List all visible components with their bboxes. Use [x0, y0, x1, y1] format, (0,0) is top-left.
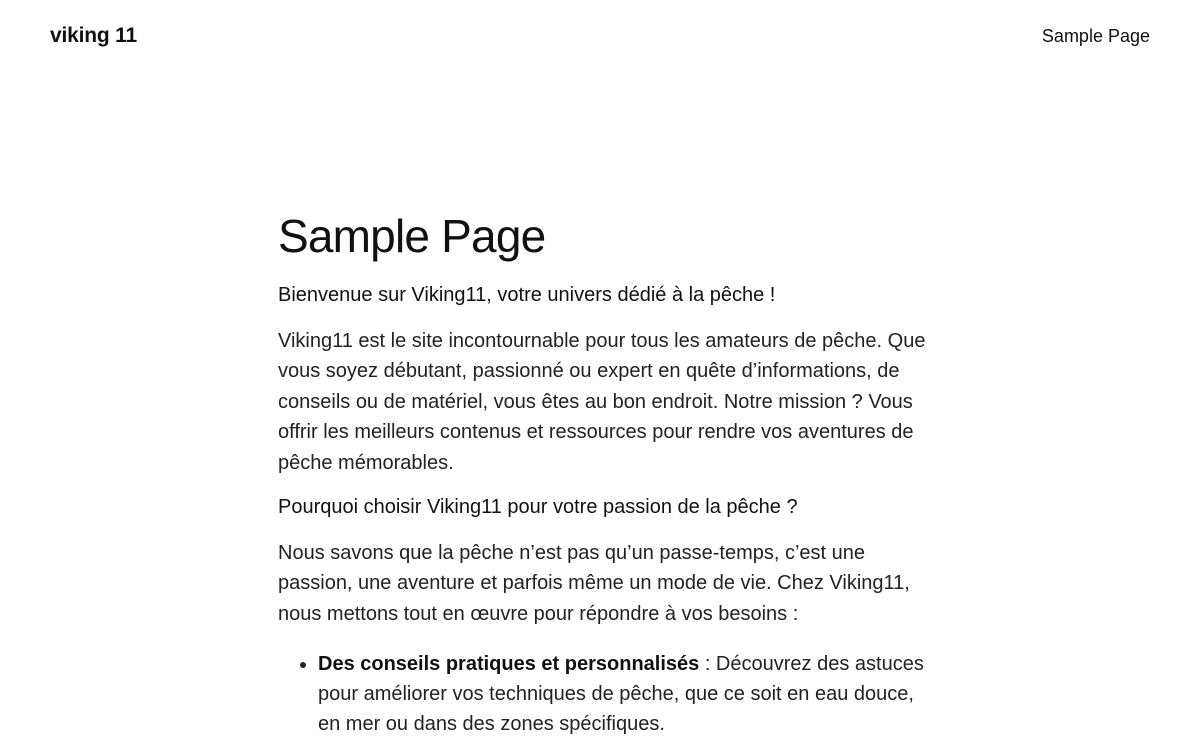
body-paragraph-1: Viking11 est le site incontournable pour tous les amateurs de pêche. Que vous soyez débutant, passionné ou expert en quête d’informations, de conseils ou de matériel, vous êtes au bon endroit. Notre mission ? Vous offrir les meilleurs contenus et ressources pour rendre vos aventures de pêche mémorables. — [278, 330, 926, 474]
list-item-text: : Découvrez des astuces pour améliorer vos techniques de pêche, que ce soit en eau douce, en mer ou dans des zones spécifiques. — [318, 653, 924, 736]
body-paragraph-2: Nous savons que la pêche n’est pas qu’un passe-temps, c’est une passion, une aventure et parfois même un mode de vie. Chez Viking11, nous mettons tout en œuvre pour répondre à vos besoins : — [278, 542, 910, 625]
page-title: Sample Page — [278, 210, 546, 262]
list-item-title: Des conseils pratiques et personnalisés — [318, 653, 700, 676]
feature-list — [278, 649, 928, 739]
main-content — [278, 206, 928, 739]
site-title-link[interactable]: viking 11 — [50, 24, 137, 47]
intro-paragraph: Bienvenue sur Viking11, votre univers dédié à la pêche ! — [278, 284, 776, 306]
nav-item-sample-page[interactable]: Sample Page — [1041, 26, 1150, 46]
section-subheading: Pourquoi choisir Viking11 pour votre passion de la pêche ? — [278, 496, 798, 519]
site-header — [0, 0, 1200, 72]
list-item — [318, 649, 928, 739]
